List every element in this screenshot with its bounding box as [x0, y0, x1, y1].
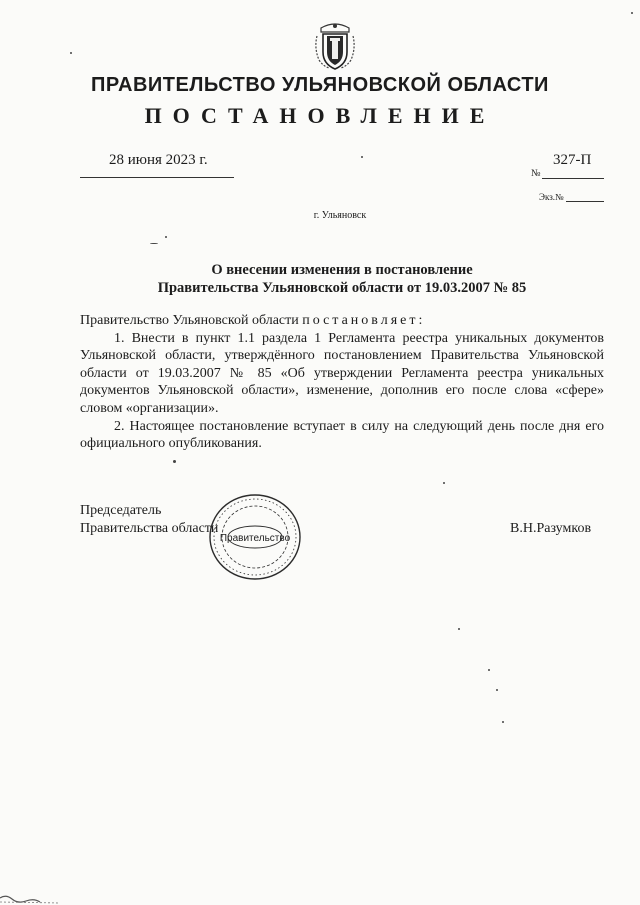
number-label: №	[531, 168, 541, 179]
scan-edge-noise	[0, 880, 80, 905]
issuing-city: г. Ульяновск	[313, 210, 367, 221]
coat-of-arms-emblem	[313, 22, 357, 72]
document-subject	[80, 261, 604, 297]
stamp-center-text: Правительство	[219, 533, 291, 544]
scan-speck	[150, 243, 158, 244]
document-number: 327-П	[553, 152, 592, 168]
clause-1: 1. Внести в пункт 1.1 раздела 1 Регламента реестра уникальных документов Ульяновской области, утверждённого постановлением Правительства Ульяновской области от 19.03.2007 № 85 «Об утверждении Регламента реестра уникальных документов Ульяновской области», изменение, дополнив его после слова «сфере» словом «организации».	[80, 330, 604, 416]
scan-speck	[443, 482, 445, 484]
signatory-position-line-2: Правительства области	[80, 521, 219, 536]
scan-speck	[458, 628, 460, 630]
scan-speck	[173, 460, 176, 463]
scan-speck	[496, 689, 498, 691]
scan-speck	[488, 669, 490, 671]
scan-speck	[165, 236, 167, 238]
clause-2: 2. Настоящее постановление вступает в силу на следующий день после дня его официального опубликования.	[80, 418, 604, 452]
signatory-name: В.Н.Разумков	[510, 521, 592, 536]
document-body	[80, 312, 604, 453]
scan-speck	[631, 12, 633, 14]
preamble-lead: Правительство Ульяновской области	[80, 313, 299, 328]
government-name-heading: ПРАВИТЕЛЬСТВО УЛЬЯНОВСКОЙ ОБЛАСТИ	[91, 74, 549, 96]
subject-line-1: О внесении изменения в постановление	[211, 262, 473, 278]
scan-speck	[502, 721, 504, 723]
scan-speck	[70, 52, 72, 54]
official-seal-stamp	[207, 492, 303, 582]
date-underline	[80, 177, 234, 178]
scan-speck	[361, 156, 363, 158]
document-date: 28 июня 2023 г.	[109, 152, 208, 168]
signatory-position-line-1: Председатель	[80, 503, 162, 518]
copy-number-label: Экз.№	[539, 192, 564, 202]
preamble-verb: постановляет:	[302, 313, 426, 328]
number-underline	[542, 178, 604, 179]
copy-number-underline	[566, 201, 604, 202]
preamble	[80, 312, 604, 330]
subject-line-2: Правительства Ульяновской области от 19.03.2007 № 85	[157, 280, 527, 296]
document-type-heading: ПОСТАНОВЛЕНИЕ	[144, 103, 496, 128]
